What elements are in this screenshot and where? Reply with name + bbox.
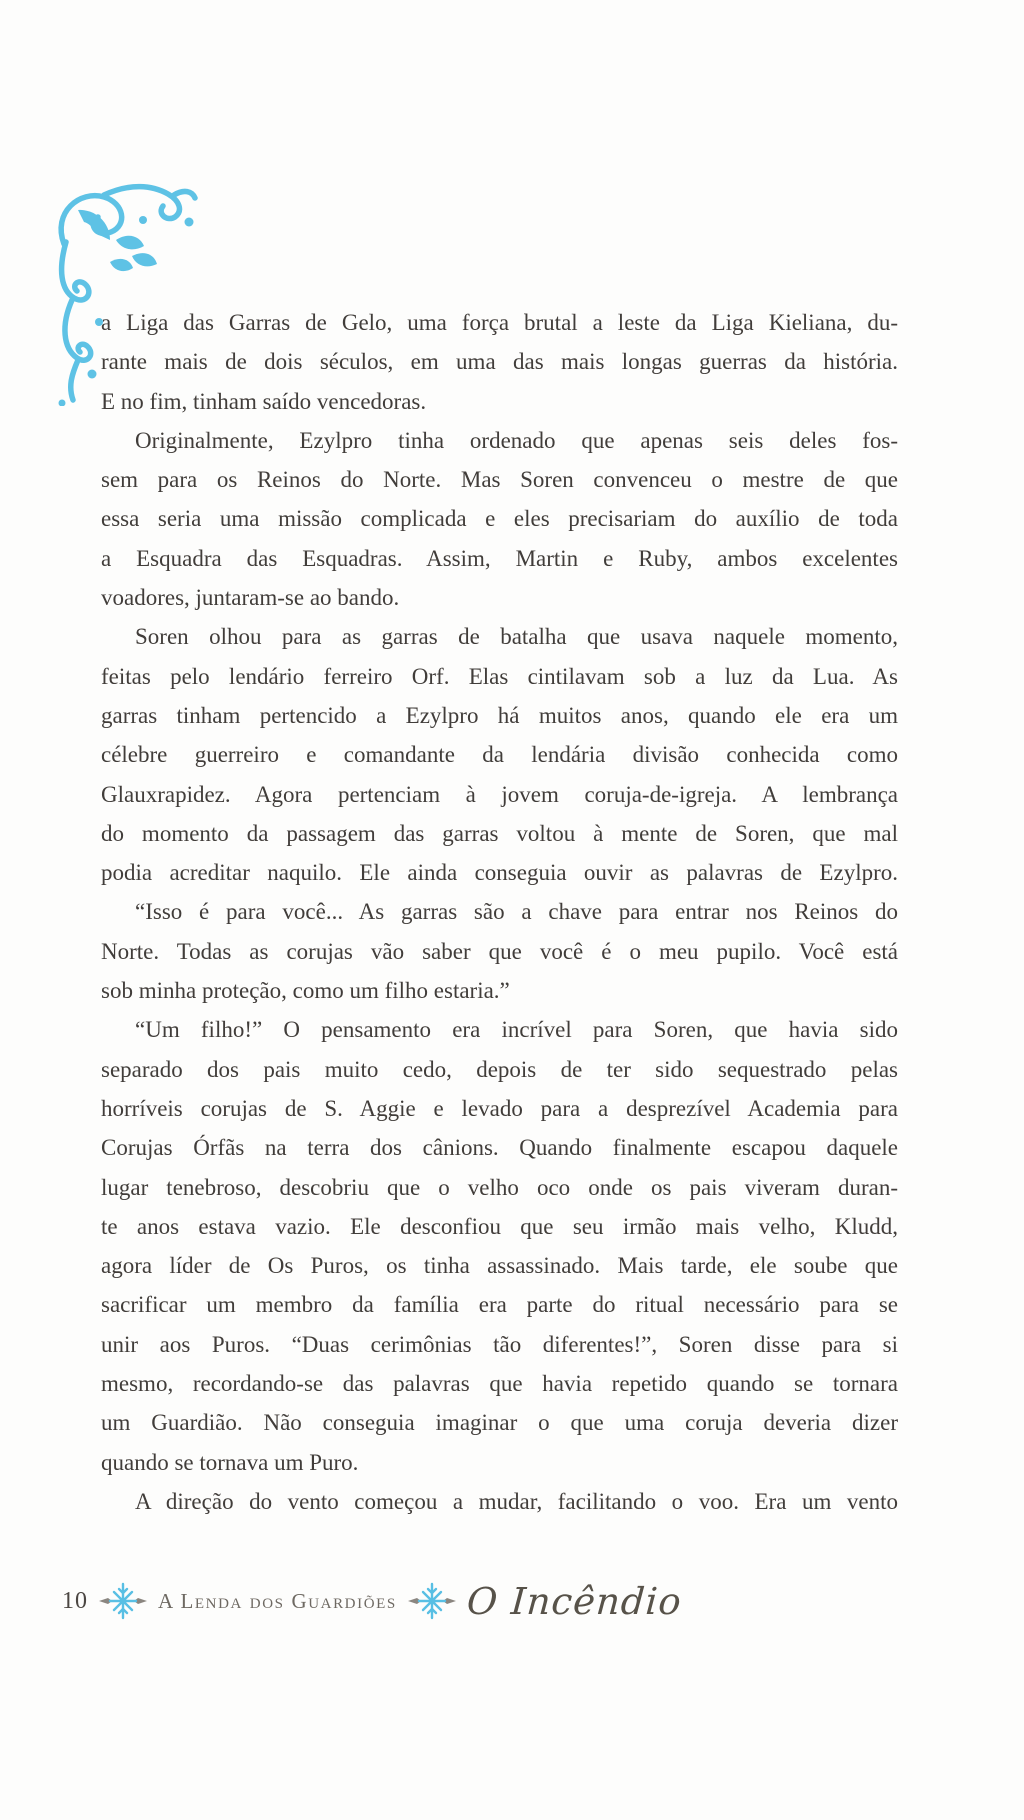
page-number: 10: [62, 1587, 88, 1614]
text-line: do momento da passagem das garras voltou à mente de Soren, que mal: [101, 820, 898, 846]
text-line: um Guardião. Não conseguia imaginar o que uma coruja deveria dizer: [101, 1410, 898, 1436]
text-line: “Isso é para você... As garras são a chave para entrar nos Reinos do: [135, 899, 898, 925]
text-line: podia acreditar naquilo. Ele ainda conseguia ouvir as palavras de Ezylpro.: [101, 860, 898, 886]
text-line: Corujas Órfãs na terra dos cânions. Quando finalmente escapou daquele: [101, 1135, 898, 1161]
text-line: Soren olhou para as garras de batalha que usava naquele momento,: [135, 624, 898, 650]
text-line: separado dos pais muito cedo, depois de ter sido sequestrado pelas: [101, 1056, 898, 1082]
text-line: A direção do vento começou a mudar, facilitando o voo. Era um vento: [135, 1488, 898, 1514]
text-line: feitas pelo lendário ferreiro Orf. Elas cintilavam sob a luz da Lua. As: [101, 663, 898, 689]
text-line: garras tinham pertencido a Ezylpro há muitos anos, quando ele era um: [101, 702, 898, 728]
text-line: voadores, juntaram-se ao bando.: [101, 585, 400, 611]
text-line: Originalmente, Ezylpro tinha ordenado que apenas seis deles fos-: [135, 427, 898, 453]
text-line: lugar tenebroso, descobriu que o velho oco onde os pais viveram duran-: [101, 1174, 898, 1200]
snowflake-icon: [99, 1580, 147, 1622]
text-line: unir aos Puros. “Duas cerimônias tão diferentes!”, Soren disse para si: [101, 1331, 898, 1357]
text-line: sem para os Reinos do Norte. Mas Soren convenceu o mestre de que: [101, 467, 898, 493]
text-line: horríveis corujas de S. Aggie e levado para a desprezível Academia para: [101, 1095, 898, 1121]
body-text: [101, 303, 898, 1521]
text-line: a Liga das Garras de Gelo, uma força brutal a leste da Liga Kieliana, du-: [101, 310, 898, 335]
text-line: Glauxrapidez. Agora pertenciam à jovem coruja-de-igreja. A lembrança: [101, 781, 898, 807]
text-line: agora líder de Os Puros, os tinha assassinado. Mais tarde, ele soube que: [101, 1253, 898, 1279]
text-line: te anos estava vazio. Ele desconfiou que seu irmão mais velho, Kludd,: [101, 1213, 898, 1239]
text-line: sob minha proteção, como um filho estaria.”: [101, 978, 510, 1004]
text-line: essa seria uma missão complicada e eles precisariam do auxílio de toda: [101, 506, 898, 532]
text-line: rante mais de dois séculos, em uma das mais longas guerras da história.: [101, 349, 898, 375]
text-line: célebre guerreiro e comandante da lendária divisão conhecida como: [101, 742, 898, 768]
text-line: mesmo, recordando-se das palavras que havia repetido quando se tornara: [101, 1371, 898, 1397]
series-title: A Lenda dos Guardiões: [158, 1588, 397, 1613]
text-line: “Um filho!” O pensamento era incrível para Soren, que havia sido: [135, 1017, 898, 1043]
snowflake-icon: [408, 1580, 456, 1622]
book-title: O Incêndio: [465, 1579, 684, 1623]
text-line: E no fim, tinham saído vencedoras.: [101, 388, 427, 414]
text-line: Norte. Todas as corujas vão saber que você é o meu pupilo. Você está: [101, 938, 898, 964]
text-line: a Esquadra das Esquadras. Assim, Martin e Ruby, ambos excelentes: [101, 545, 898, 571]
page-footer: [62, 1578, 682, 1624]
text-line: quando se tornava um Puro.: [101, 1449, 359, 1475]
text-line: sacrificar um membro da família era parte do ritual necessário para se: [101, 1292, 898, 1318]
